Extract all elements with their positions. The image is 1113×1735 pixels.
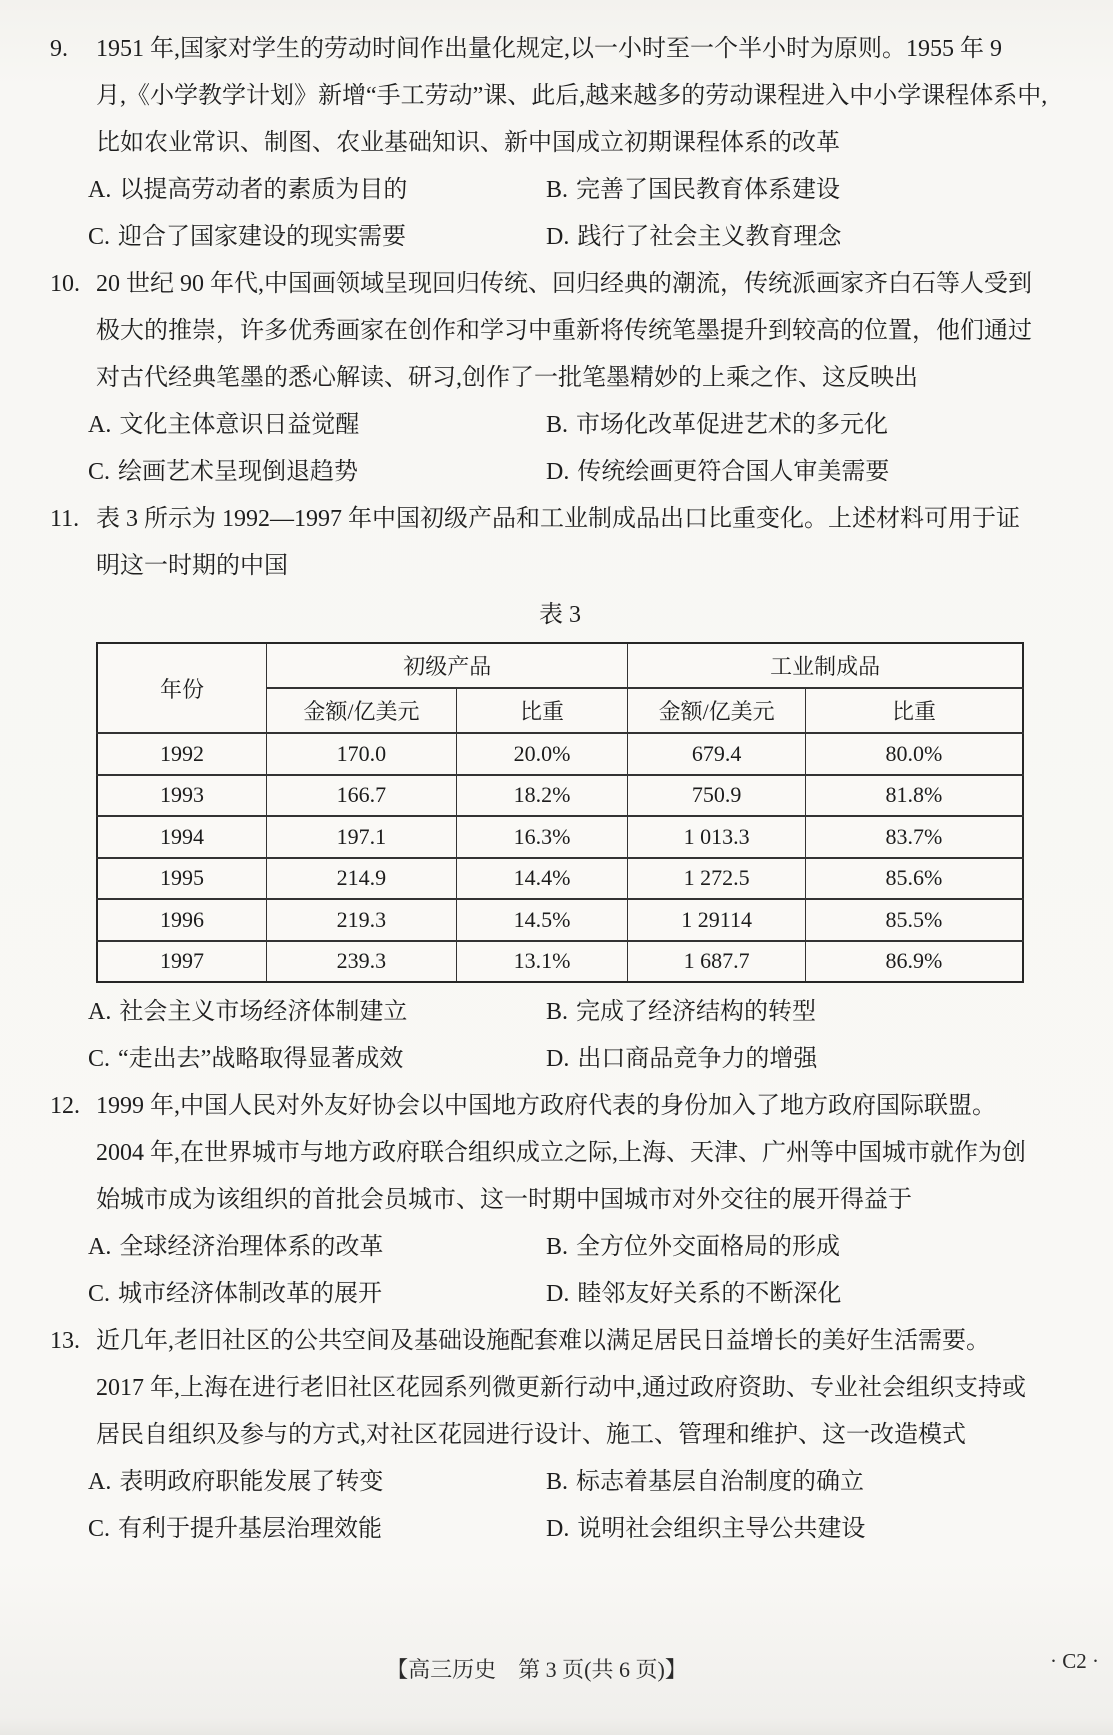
cell-share: 13.1% [456, 941, 628, 983]
option-b: B. 市场化改革促进艺术的多元化 [546, 412, 889, 438]
cell-year: 1997 [97, 941, 267, 983]
option-row [50, 1271, 1083, 1318]
col-header-amount: 金额/亿美元 [267, 688, 457, 733]
option-c: C. “走出去”战略取得显著成效 [88, 1046, 404, 1072]
question-number: 9. [50, 36, 68, 62]
option-b: B. 完善了国民教育体系建设 [546, 177, 841, 203]
table-caption: 表 3 [539, 602, 581, 628]
question-number: 11. [50, 506, 80, 532]
cell-amount: 1 29114 [628, 899, 806, 941]
question-stem-line [50, 1318, 1083, 1365]
cell-year: 1994 [97, 816, 267, 858]
cell-amount: 1 272.5 [628, 858, 806, 900]
option-row [50, 1224, 1083, 1271]
cell-share: 80.0% [805, 733, 1023, 775]
option-row [50, 989, 1083, 1036]
cell-amount: 239.3 [267, 941, 457, 983]
option-b: B. 全方位外交面格局的形成 [546, 1234, 841, 1260]
cell-amount: 679.4 [628, 733, 806, 775]
cell-share: 81.8% [805, 775, 1023, 817]
question-stem-line: 月,《小学教学计划》新增“手工劳动”课、此后,越来越多的劳动课程进入中小学课程体系中, [96, 83, 1048, 109]
col-header-share: 比重 [456, 688, 628, 733]
option-c: C. 城市经济体制改革的展开 [88, 1281, 383, 1307]
option-d: D. 睦邻友好关系的不断深化 [546, 1281, 842, 1307]
table-row [97, 899, 1023, 941]
table-row [97, 775, 1023, 817]
cell-share: 83.7% [805, 816, 1023, 858]
cell-amount: 214.9 [267, 858, 457, 900]
stem-text: 近几年,老旧社区的公共空间及基础设施配套难以满足居民日益增长的美好生活需要。 [96, 1328, 990, 1354]
option-a: A. 全球经济治理体系的改革 [88, 1234, 384, 1260]
option-a: A. 表明政府职能发展了转变 [88, 1469, 384, 1495]
question-10 [50, 261, 1083, 496]
option-row [50, 1036, 1083, 1083]
question-stem-line: 极大的推崇，许多优秀画家在创作和学习中重新将传统笔墨提升到较高的位置，他们通过 [96, 318, 1032, 344]
option-b: B. 标志着基层自治制度的确立 [546, 1469, 865, 1495]
cell-amount: 1 687.7 [628, 941, 806, 983]
footer-code: · C2 · [1050, 1649, 1099, 1673]
question-stem-line: 2017 年,上海在进行老旧社区花园系列微更新行动中,通过政府资助、专业社会组织支持或 [96, 1375, 1026, 1401]
question-stem-line [50, 1083, 1083, 1130]
export-data-table [96, 642, 1024, 983]
page-footer [0, 1649, 1113, 1683]
option-a: A. 社会主义市场经济体制建立 [88, 999, 408, 1025]
option-d: D. 出口商品竞争力的增强 [546, 1046, 818, 1072]
question-stem-line [50, 496, 1083, 543]
cell-share: 14.5% [456, 899, 628, 941]
option-a: A. 以提高劳动者的素质为目的 [88, 177, 408, 203]
question-number: 12. [50, 1093, 80, 1119]
cell-year: 1995 [97, 858, 267, 900]
cell-share: 18.2% [456, 775, 628, 817]
col-header-share: 比重 [805, 688, 1023, 733]
question-stem-line: 居民自组织及参与的方式,对社区花园进行设计、施工、管理和维护、这一改造模式 [96, 1422, 966, 1448]
col-header-amount: 金额/亿美元 [628, 688, 806, 733]
table-row [97, 816, 1023, 858]
option-row [50, 402, 1083, 449]
cell-share: 85.6% [805, 858, 1023, 900]
col-header-year: 年份 [97, 643, 267, 733]
question-stem-line: 比如农业常识、制图、农业基础知识、新中国成立初期课程体系的改革 [96, 130, 840, 156]
cell-amount: 166.7 [267, 775, 457, 817]
option-row [50, 214, 1083, 261]
question-stem-line: 对古代经典笔墨的悉心解读、研习,创作了一批笔墨精妙的上乘之作、这反映出 [96, 365, 918, 391]
option-row [50, 1506, 1083, 1553]
cell-share: 85.5% [805, 899, 1023, 941]
question-number: 10. [50, 271, 80, 297]
question-number: 13. [50, 1328, 80, 1354]
stem-text: 表 3 所示为 1992—1997 年中国初级产品和工业制成品出口比重变化。上述材料可用于证 [96, 506, 1020, 532]
col-group-primary-products: 初级产品 [267, 643, 628, 688]
question-stem-line [50, 26, 1083, 73]
cell-year: 1996 [97, 899, 267, 941]
table-row [97, 858, 1023, 900]
question-11 [50, 496, 1083, 1083]
cell-amount: 197.1 [267, 816, 457, 858]
cell-year: 1992 [97, 733, 267, 775]
cell-share: 20.0% [456, 733, 628, 775]
cell-amount: 1 013.3 [628, 816, 806, 858]
option-d: D. 说明社会组织主导公共建设 [546, 1516, 866, 1542]
question-stem-line: 2004 年,在世界城市与地方政府联合组织成立之际,上海、天津、广州等中国城市就作为创 [96, 1140, 1026, 1166]
option-c: C. 迎合了国家建设的现实需要 [88, 224, 407, 250]
cell-share: 14.4% [456, 858, 628, 900]
question-stem-line: 始城市成为该组织的首批会员城市、这一时期中国城市对外交往的展开得益于 [96, 1187, 912, 1213]
option-c: C. 有利于提升基层治理效能 [88, 1516, 383, 1542]
cell-amount: 219.3 [267, 899, 457, 941]
question-13 [50, 1318, 1083, 1553]
stem-text: 20 世纪 90 年代,中国画领域呈现回归传统、回归经典的潮流，传统派画家齐白石等人受到 [96, 271, 1032, 297]
question-9 [50, 26, 1083, 261]
stem-text: 1951 年,国家对学生的劳动时间作出量化规定,以一小时至一个半小时为原则。1955 年 9 [96, 36, 1002, 62]
question-12 [50, 1083, 1083, 1318]
cell-amount: 170.0 [267, 733, 457, 775]
option-a: A. 文化主体意识日益觉醒 [88, 412, 360, 438]
cell-amount: 750.9 [628, 775, 806, 817]
option-row [50, 167, 1083, 214]
option-row [50, 1459, 1083, 1506]
question-stem-line [50, 261, 1083, 308]
cell-share: 16.3% [456, 816, 628, 858]
table-row [97, 941, 1023, 983]
option-d: D. 传统绘画更符合国人审美需要 [546, 459, 890, 485]
stem-text: 1999 年,中国人民对外友好协会以中国地方政府代表的身份加入了地方政府国际联盟。 [96, 1093, 996, 1119]
footer-page-label: 【高三历史 第 3 页(共 6 页)】 [386, 1657, 687, 1682]
question-stem-line: 明这一时期的中国 [96, 553, 288, 579]
option-row [50, 449, 1083, 496]
option-c: C. 绘画艺术呈现倒退趋势 [88, 459, 359, 485]
col-group-manufactured-goods: 工业制成品 [628, 643, 1023, 688]
cell-share: 86.9% [805, 941, 1023, 983]
cell-year: 1993 [97, 775, 267, 817]
table-row [97, 733, 1023, 775]
option-b: B. 完成了经济结构的转型 [546, 999, 817, 1025]
option-d: D. 践行了社会主义教育理念 [546, 224, 842, 250]
